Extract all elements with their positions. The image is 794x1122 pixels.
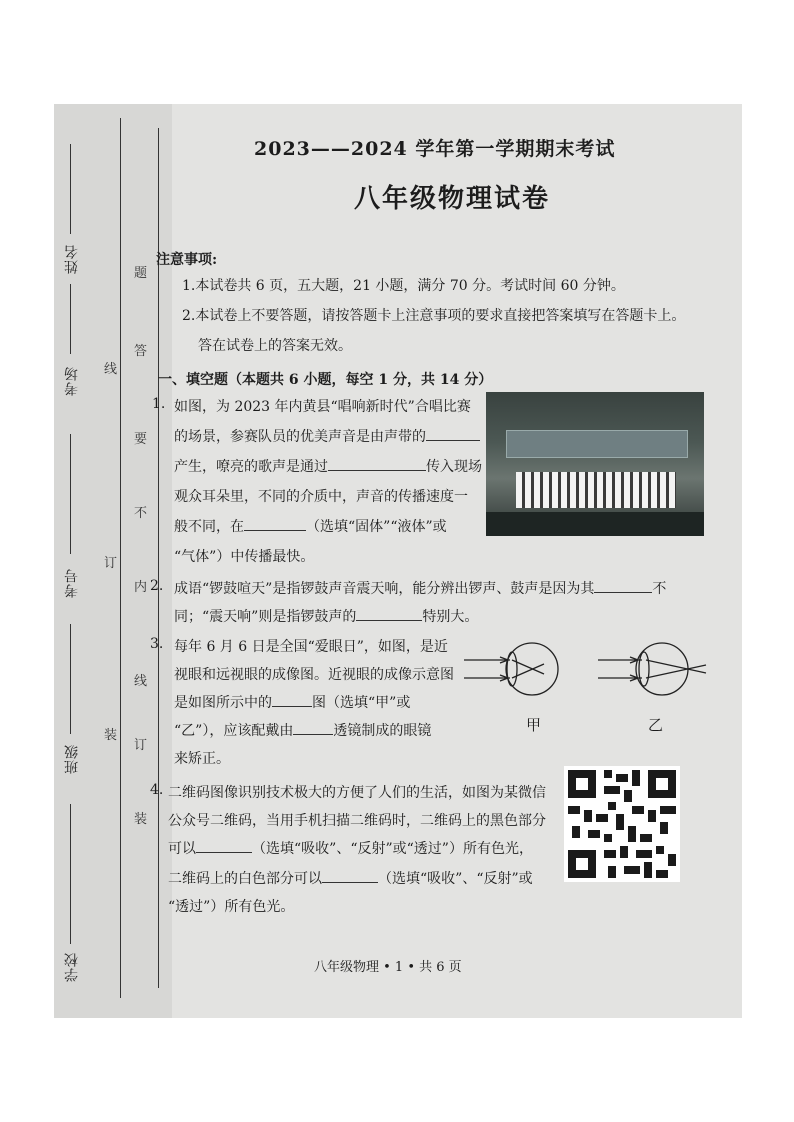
q1-line: 观众耳朵里，不同的介质中，声音的传播速度一 (174, 489, 468, 505)
q4-line (168, 838, 533, 858)
note-item: 1.本试卷共 6 页，五大题，21 小题，满分 70 分。考试时间 60 分钟。 (182, 278, 625, 294)
field-class-line (70, 624, 71, 734)
q1-line (174, 516, 447, 536)
q1-line: “气体”）中传播最快。 (174, 549, 315, 565)
exam-subtitle: 八年级物理试卷 (354, 184, 551, 214)
question-number: 3. (150, 636, 164, 652)
photo-floor (486, 512, 704, 536)
field-exam-room-line (70, 284, 71, 354)
answer-blank (356, 606, 422, 621)
answer-blank (196, 838, 252, 853)
photo-choir (516, 472, 676, 508)
q2-text: 同；“震天响”则是指锣鼓声的 (174, 609, 357, 625)
q1-line: 如图，为 2023 年内黄县“唱响新时代”合唱比赛 (174, 399, 471, 415)
q1-line (174, 456, 482, 476)
q1-text: 传入现场 (426, 459, 482, 475)
q3-text: 图（选填“甲”或 (312, 695, 411, 711)
seal-char: 答 (134, 344, 148, 359)
q2-text: 成语“锣鼓喧天”是指锣鼓声音震天响，能分辨出锣声、鼓声是因为其 (174, 581, 595, 597)
field-exam-room: 考场 (64, 366, 80, 396)
note-item: 答在试卷上的答案无效。 (198, 338, 352, 354)
seal-char: 线 (104, 362, 118, 377)
q3-line: 视眼和远视眼的成像图。近视眼的成像示意图 (174, 667, 454, 683)
question-number: 4. (150, 782, 164, 798)
field-name: 姓名 (64, 244, 80, 274)
answer-blank (322, 868, 378, 883)
field-exam-number-line (70, 434, 71, 554)
q4-line: 公众号二维码，当用手机扫描二维码时，二维码上的黑色部分 (168, 813, 546, 829)
hyperopia-eye-diagram (594, 634, 714, 704)
answer-blank (293, 720, 333, 735)
q3-line (174, 692, 410, 712)
q1-text: （选填“固体”“液体”或 (306, 519, 447, 535)
q1-text: 产生，嘹亮的歌声是通过 (174, 459, 328, 475)
exam-title: 2023——2024 学年第一学期期末考试 (254, 138, 616, 160)
notes-heading: 注意事项: (156, 252, 218, 268)
field-exam-number: 考号 (64, 568, 80, 598)
answer-blank (244, 516, 306, 531)
q4-line: 二维码图像识别技术极大的方便了人们的生活，如图为某微信 (168, 785, 546, 801)
question-number: 2. (150, 578, 164, 594)
q3-line (174, 720, 431, 740)
diagram-label-a: 甲 (526, 716, 542, 734)
field-school-line (70, 804, 71, 944)
q3-line: 来矫正。 (174, 751, 230, 767)
q3-text: “乙”），应该配戴由 (174, 723, 294, 739)
q4-text: 可以 (168, 841, 196, 857)
myopia-eye-diagram (460, 634, 570, 704)
q4-text: 二维码上的白色部分可以 (168, 871, 322, 887)
q2-text: 不 (652, 581, 667, 597)
qr-code-image (564, 766, 680, 882)
field-name-line (70, 144, 71, 234)
seal-char: 题 (134, 266, 148, 281)
q2-line (174, 578, 666, 598)
q3-line: 每年 6 月 6 日是全国“爱眼日”，如图，是近 (174, 639, 448, 655)
q4-line (168, 868, 533, 888)
q2-text: 特别大。 (422, 609, 479, 625)
seal-char: 线 (134, 674, 148, 689)
q1-text: 般不同，在 (174, 519, 244, 535)
question-number: 1. (152, 396, 166, 412)
note-item: 2.本试卷上不要答题，请按答题卡上注意事项的要求直接把答案填写在答题卡上。 (182, 308, 686, 324)
answer-blank (328, 456, 426, 471)
section-heading: 一、填空题（本题共 6 小题，每空 1 分，共 14 分） (158, 372, 493, 388)
q4-text: （选填“吸收”、“反射”或 (378, 871, 533, 887)
q4-line: “透过”）所有色光。 (168, 899, 295, 915)
answer-blank (594, 578, 652, 593)
seal-char: 装 (104, 728, 118, 743)
diagram-label-b: 乙 (648, 716, 664, 734)
cut-line (120, 118, 121, 998)
field-school: 学校 (64, 952, 80, 982)
seal-char: 不 (134, 506, 148, 521)
field-class: 班级 (64, 744, 80, 774)
q1-text: 的场景，参赛队员的优美声音是由声带的 (174, 429, 426, 445)
q3-text: 是如图所示中的 (174, 695, 272, 711)
seal-char: 要 (134, 432, 148, 447)
q2-line (174, 606, 478, 626)
answer-blank (426, 426, 480, 441)
q4-text: （选填“吸收”、“反射”或“透过”）所有色光， (252, 841, 533, 857)
seal-char: 装 (134, 812, 148, 827)
seal-char: 订 (134, 738, 148, 753)
seal-char: 订 (104, 556, 118, 571)
seal-char: 内 (134, 580, 148, 595)
q3-text: 透镜制成的眼镜 (333, 723, 432, 739)
choir-photo (486, 392, 704, 536)
answer-blank (272, 692, 312, 707)
page-footer: 八年级物理 • 1 • 共 6 页 (314, 960, 462, 975)
exam-sheet (54, 104, 742, 1018)
photo-banner (506, 430, 688, 458)
q1-line (174, 426, 480, 446)
